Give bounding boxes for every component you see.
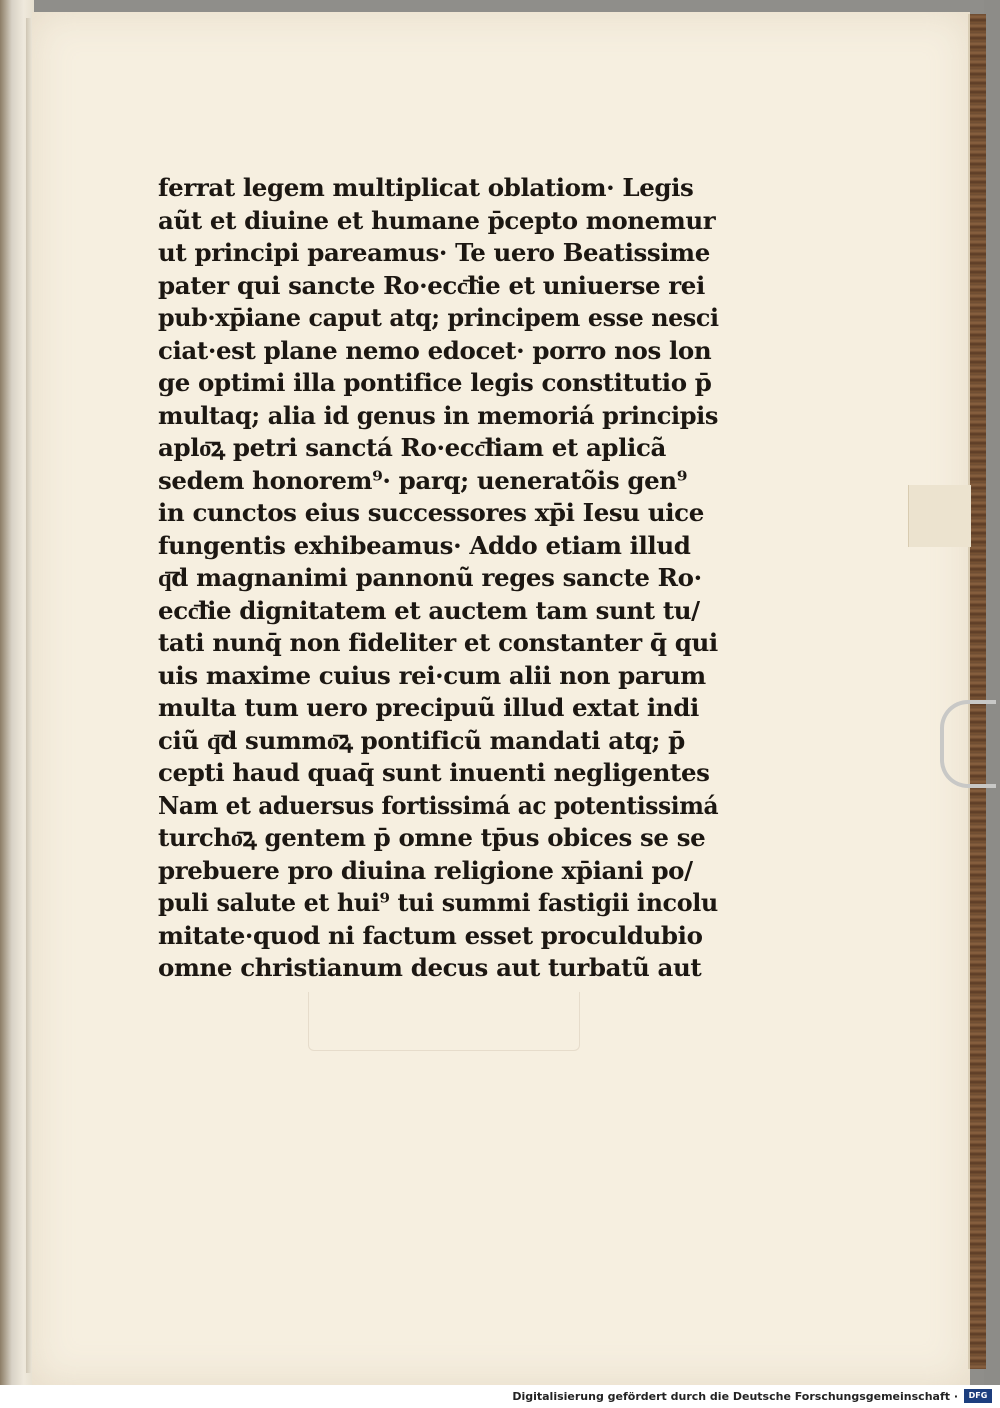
- text-line: prebuere pro diuina religione xp̄iani po/: [158, 855, 693, 885]
- text-line: pater qui sancte Ro·ecc͞lie et uniuerse rei: [158, 270, 705, 300]
- paper-slip: [908, 485, 971, 547]
- text-line: cepti haud quaq̄ sunt inuenti negligentes: [158, 758, 710, 787]
- page-clip: [940, 700, 996, 788]
- text-line: ecc͞lie dignitatem et auctem tam sunt tu/: [158, 595, 700, 625]
- text-line: pub·xp̄iane caput atq; principem esse nesci: [158, 303, 719, 332]
- text-line: ferrat legem multiplicat oblatiom· Legis: [158, 173, 694, 202]
- text-line: uis maxime cuius rei·cum alii non parum: [158, 660, 706, 690]
- text-line: ciũ q͞d summo͞ꝝ pontificũ mandati atq; p̄: [158, 725, 685, 755]
- text-line: mitate·quod ni factum esset proculdubio: [158, 920, 703, 950]
- funding-credit: Digitalisierung gefördert durch die Deutsche Forschungsgemeinschaft ·: [512, 1390, 958, 1403]
- text-line: omne christianum decus aut turbatũ aut: [158, 953, 702, 982]
- text-line: multa tum uero precipuũ illud extat indi: [158, 693, 699, 722]
- printed-text-block: [158, 172, 718, 985]
- text-line: ciat·est plane nemo edocet· porro nos lon: [158, 335, 712, 365]
- right-scan-background: [984, 0, 1000, 1385]
- text-line: aũt et diuine et humane p̄cepto monemur: [158, 205, 716, 235]
- text-line: in cunctos eius successores xp̄i Iesu uice: [158, 498, 704, 527]
- text-line: Nam et aduersus fortissimá ac potentissimá: [158, 790, 719, 820]
- text-line: multaq; alia id genus in memoriá principis: [158, 400, 719, 430]
- text-line: sedem honorem⁹· parq; ueneratõis gen⁹: [158, 465, 688, 495]
- text-line: aplo͞ꝝ petri sanctá Ro·ecc͞liam et aplicã: [158, 433, 666, 462]
- dfg-logo: DFG: [964, 1389, 992, 1403]
- digitization-footer: [0, 1385, 1000, 1408]
- text-line: tati nunq̄ non fideliter et constanter q̄ qui: [158, 628, 718, 657]
- text-line: ge optimi illa pontifice legis constitutio p̄: [158, 368, 712, 397]
- text-line: ut principi pareamus· Te uero Beatissime: [158, 238, 710, 267]
- text-line: q͞d magnanimi pannonũ reges sancte Ro·: [158, 563, 702, 592]
- blind-imprint: [308, 992, 580, 1051]
- text-line: fungentis exhibeamus· Addo etiam illud: [158, 530, 691, 560]
- book-binding-edge: [968, 14, 986, 1369]
- text-line: turcho͞ꝝ gentem p̄ omne tp̄us obices se se: [158, 823, 706, 852]
- text-line: puli salute et hui⁹ tui summi fastigii incolu: [158, 888, 718, 917]
